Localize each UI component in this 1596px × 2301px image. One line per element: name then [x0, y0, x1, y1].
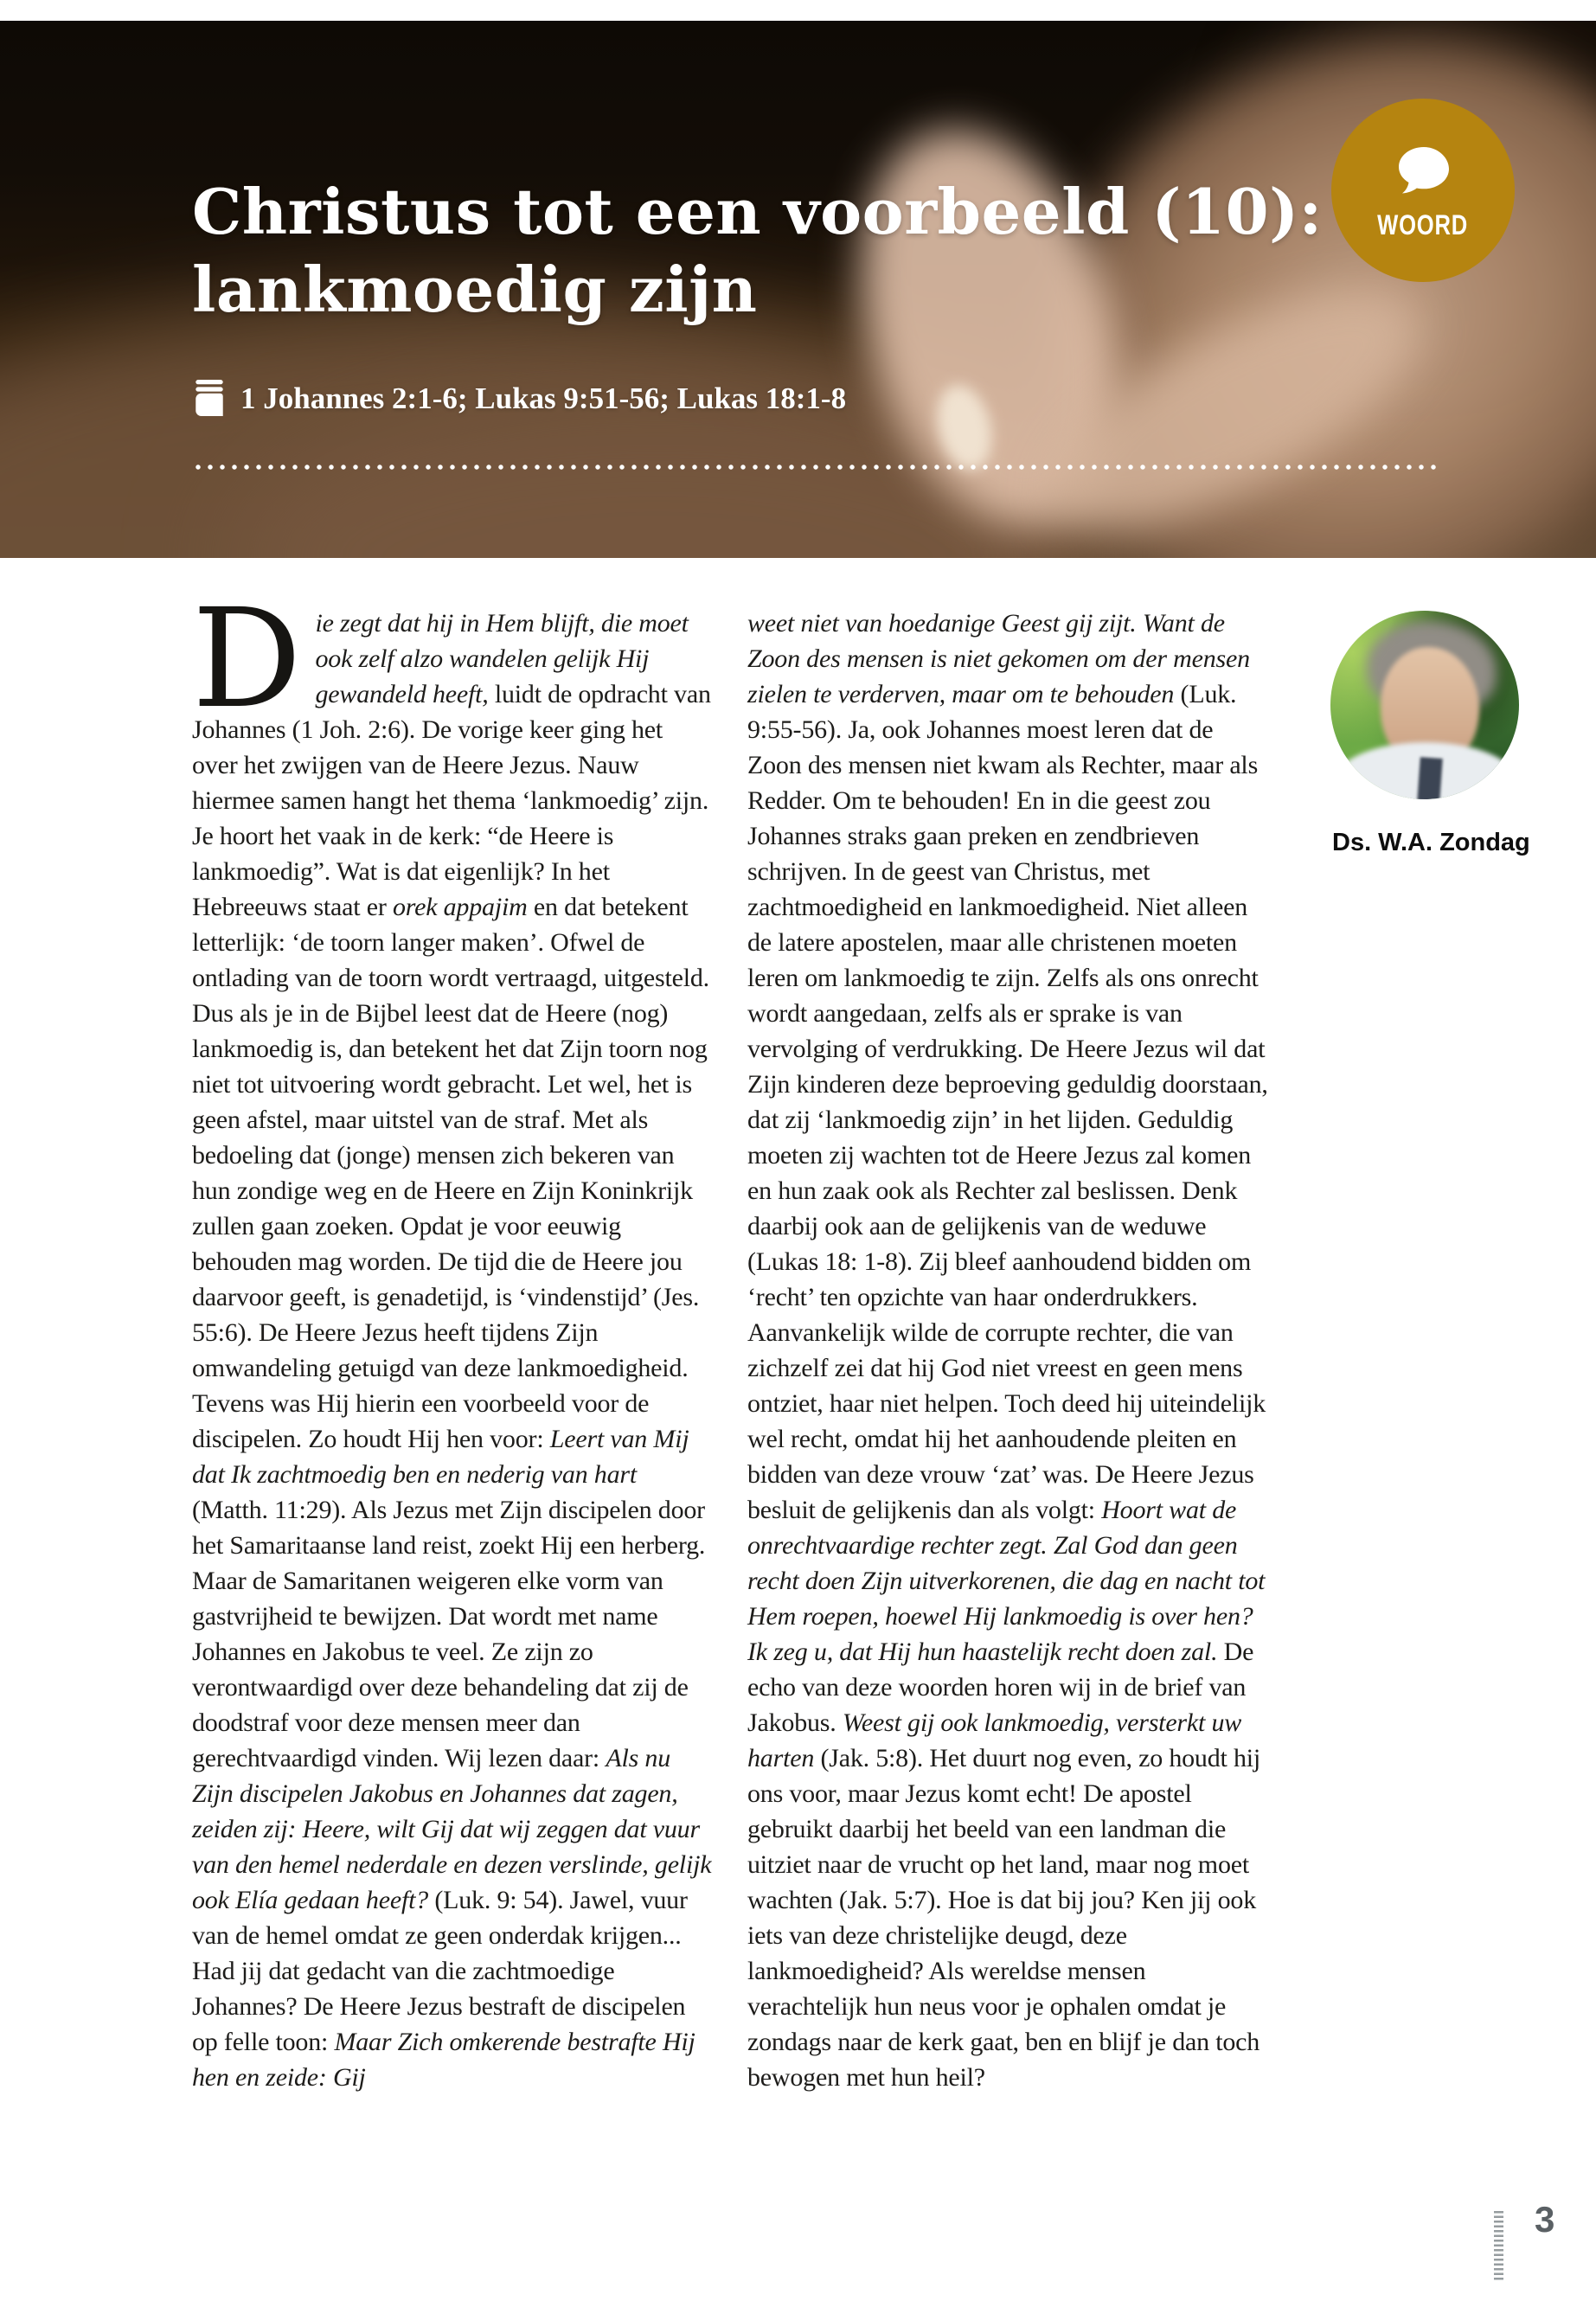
scripture-reference-row: [192, 379, 846, 417]
article-column-1: [192, 580, 713, 2095]
page-edge-marks: [1494, 2211, 1503, 2282]
dotted-divider: [192, 464, 1439, 471]
article-body: [192, 580, 1268, 2095]
speech-bubble-icon: [1394, 144, 1452, 201]
article-column-1-text: ie zegt dat hij in Hem blijft, die moet ook zelf alzo wandelen gelijk Hij gewandeld heeft, luidt de opdracht van Johannes (1 Joh. 2:6). De vorige keer ging het over het zwijgen van de Heere Jezus. Nauw hiermee samen hangt het thema ‘lankmoedig’ zijn. Je hoort het vaak in de kerk: “de Heere is lankmoedig”. Wat is dat eigenlijk? In het Hebreeuws staat er orek appajim en dat betekent letterlijk: ‘de toorn langer maken’. Ofwel de ontlading van de toorn wordt vertraagd, uitgesteld. Dus als je in de Bijbel leest dat de Heere (nog) lankmoedig is, dan betekent het dat Zijn toorn nog niet tot uitvoering wordt gebracht. Let wel, het is geen afstel, maar uitstel van de straf. Met als bedoeling dat (jonge) mensen zich bekeren van hun zondige weg en de Heere en Zijn Koninkrijk zullen gaan zoeken. Opdat je voor eeuwig behouden mag worden. De tijd die de Heere jou daarvoor geeft, is genadetijd, is ‘vindenstijd’ (Jes. 55:6). De Heere Jezus heeft tijdens Zijn omwandeling getuigd van deze lankmoedigheid. Tevens was Hij hierin een voorbeeld voor de discipelen. Zo houdt Hij hen voor: Leert van Mij dat Ik zachtmoedig ben en nederig van hart (Matth. 11:29). Als Jezus met Zijn discipelen door het Samaritaanse land reist, zoekt Hij een herberg. Maar de Samaritanen weigeren elke vorm van gastvrijheid te bewijzen. Dat wordt met name Johannes en Jakobus te veel. Ze zijn zo verontwaardigd over deze behandeling dat zij de doodstraf voor deze mensen meer dan gerechtvaardigd vinden. Wij lezen daar: Als nu Zijn discipelen Jakobus en Johannes dat zagen, zeiden zij: Heere, wilt Gij dat wij zeggen dat vuur van den hemel nederdale en dezen verslinde, gelijk ook Elía gedaan heeft? (Luk. 9: 54). Jawel, vuur van de hemel omdat ze geen onderdak krijgen... Had jij dat gedacht van die zachtmoedige Johannes? De Heere Jezus bestraft de discipelen op felle toon: Maar Zich omkerende bestrafte Hij hen en zeide: Gij: [192, 609, 712, 2092]
drop-cap: D: [192, 580, 302, 739]
page-number: 3: [1535, 2199, 1555, 2240]
article-column-2: [747, 606, 1268, 2095]
scripture-references: 1 Johannes 2:1-6; Lukas 9:51-56; Lukas 18:1-8: [240, 381, 847, 415]
author-photo-tie: [1417, 757, 1443, 799]
author-photo: [1330, 611, 1519, 799]
author-name: Ds. W.A. Zondag: [1332, 829, 1530, 856]
article-column-2-text: weet niet van hoedanige Geest gij zijt. Want de Zoon des mensen is niet gekomen om der mensen zielen te verderven, maar om te behouden (Luk. 9:55-56). Ja, ook Johannes moest leren dat de Zoon des mensen niet kwam als Rechter, maar als Redder. Om te behouden! En in die geest zou Johannes straks gaan preken en zendbrieven schrijven. In de geest van Christus, met zachtmoedigheid en lankmoedigheid. Niet alleen de latere apostelen, maar alle christenen moeten leren om lankmoedig te zijn. Zelfs als ons onrecht wordt aangedaan, zelfs als er sprake is van vervolging of verdrukking. De Heere Jezus wil dat Zijn kinderen deze beproeving geduldig doorstaan, dat zij ‘lankmoedig zijn’ in het lijden. Geduldig moeten zij wachten tot de Heere Jezus zal komen en hun zaak ook als Rechter zal beslissen. Denk daarbij ook aan de gelijkenis van de weduwe (Lukas 18: 1-8). Zij bleef aanhoudend bidden om ‘recht’ ten opzichte van haar onderdrukkers. Aanvankelijk wilde de corrupte rechter, die van zichzelf zei dat hij God niet vreest en geen mens ontziet, haar niet helpen. Toch deed hij uiteindelijk wel recht, omdat hij het aanhoudende pleiten en bidden van deze vrouw ‘zat’ was. De Heere Jezus besluit de gelijkenis dan als volgt: Hoort wat de onrechtvaardige rechter zegt. Zal God dan geen recht doen Zijn uitverkorenen, die dag en nacht tot Hem roepen, hoewel Hij lankmoedig is over hen? Ik zeg u, dat Hij hun haastelijk recht doen zal. De echo van deze woorden horen wij in de brief van Jakobus. Weest gij ook lankmoedig, versterkt uw harten (Jak. 5:8). Het duurt nog even, zo houdt hij ons voor, maar Jezus komt echt! De apostel gebruikt daarbij het beeld van een landman die uitziet naar de vrucht op het land, maar nog moet wachten (Jak. 5:7). Hoe is dat bij jou? Ken jij ook iets van deze christelijke deugd, deze lankmoedigheid? Als wereldse mensen verachtelijk hun neus voor je ophalen omdat je zondags naar de kerk gaat, ben en blijf je dan toch bewogen met hun heil?: [747, 609, 1268, 2092]
page-title-line2: lankmoedig zijn: [192, 253, 758, 326]
page-title-line1: Christus tot een voorbeeld (10):: [192, 175, 1323, 248]
topic-badge: [1331, 99, 1515, 282]
book-icon: [192, 379, 227, 417]
page-title: [192, 173, 1323, 329]
badge-label: WOORD: [1377, 209, 1469, 240]
